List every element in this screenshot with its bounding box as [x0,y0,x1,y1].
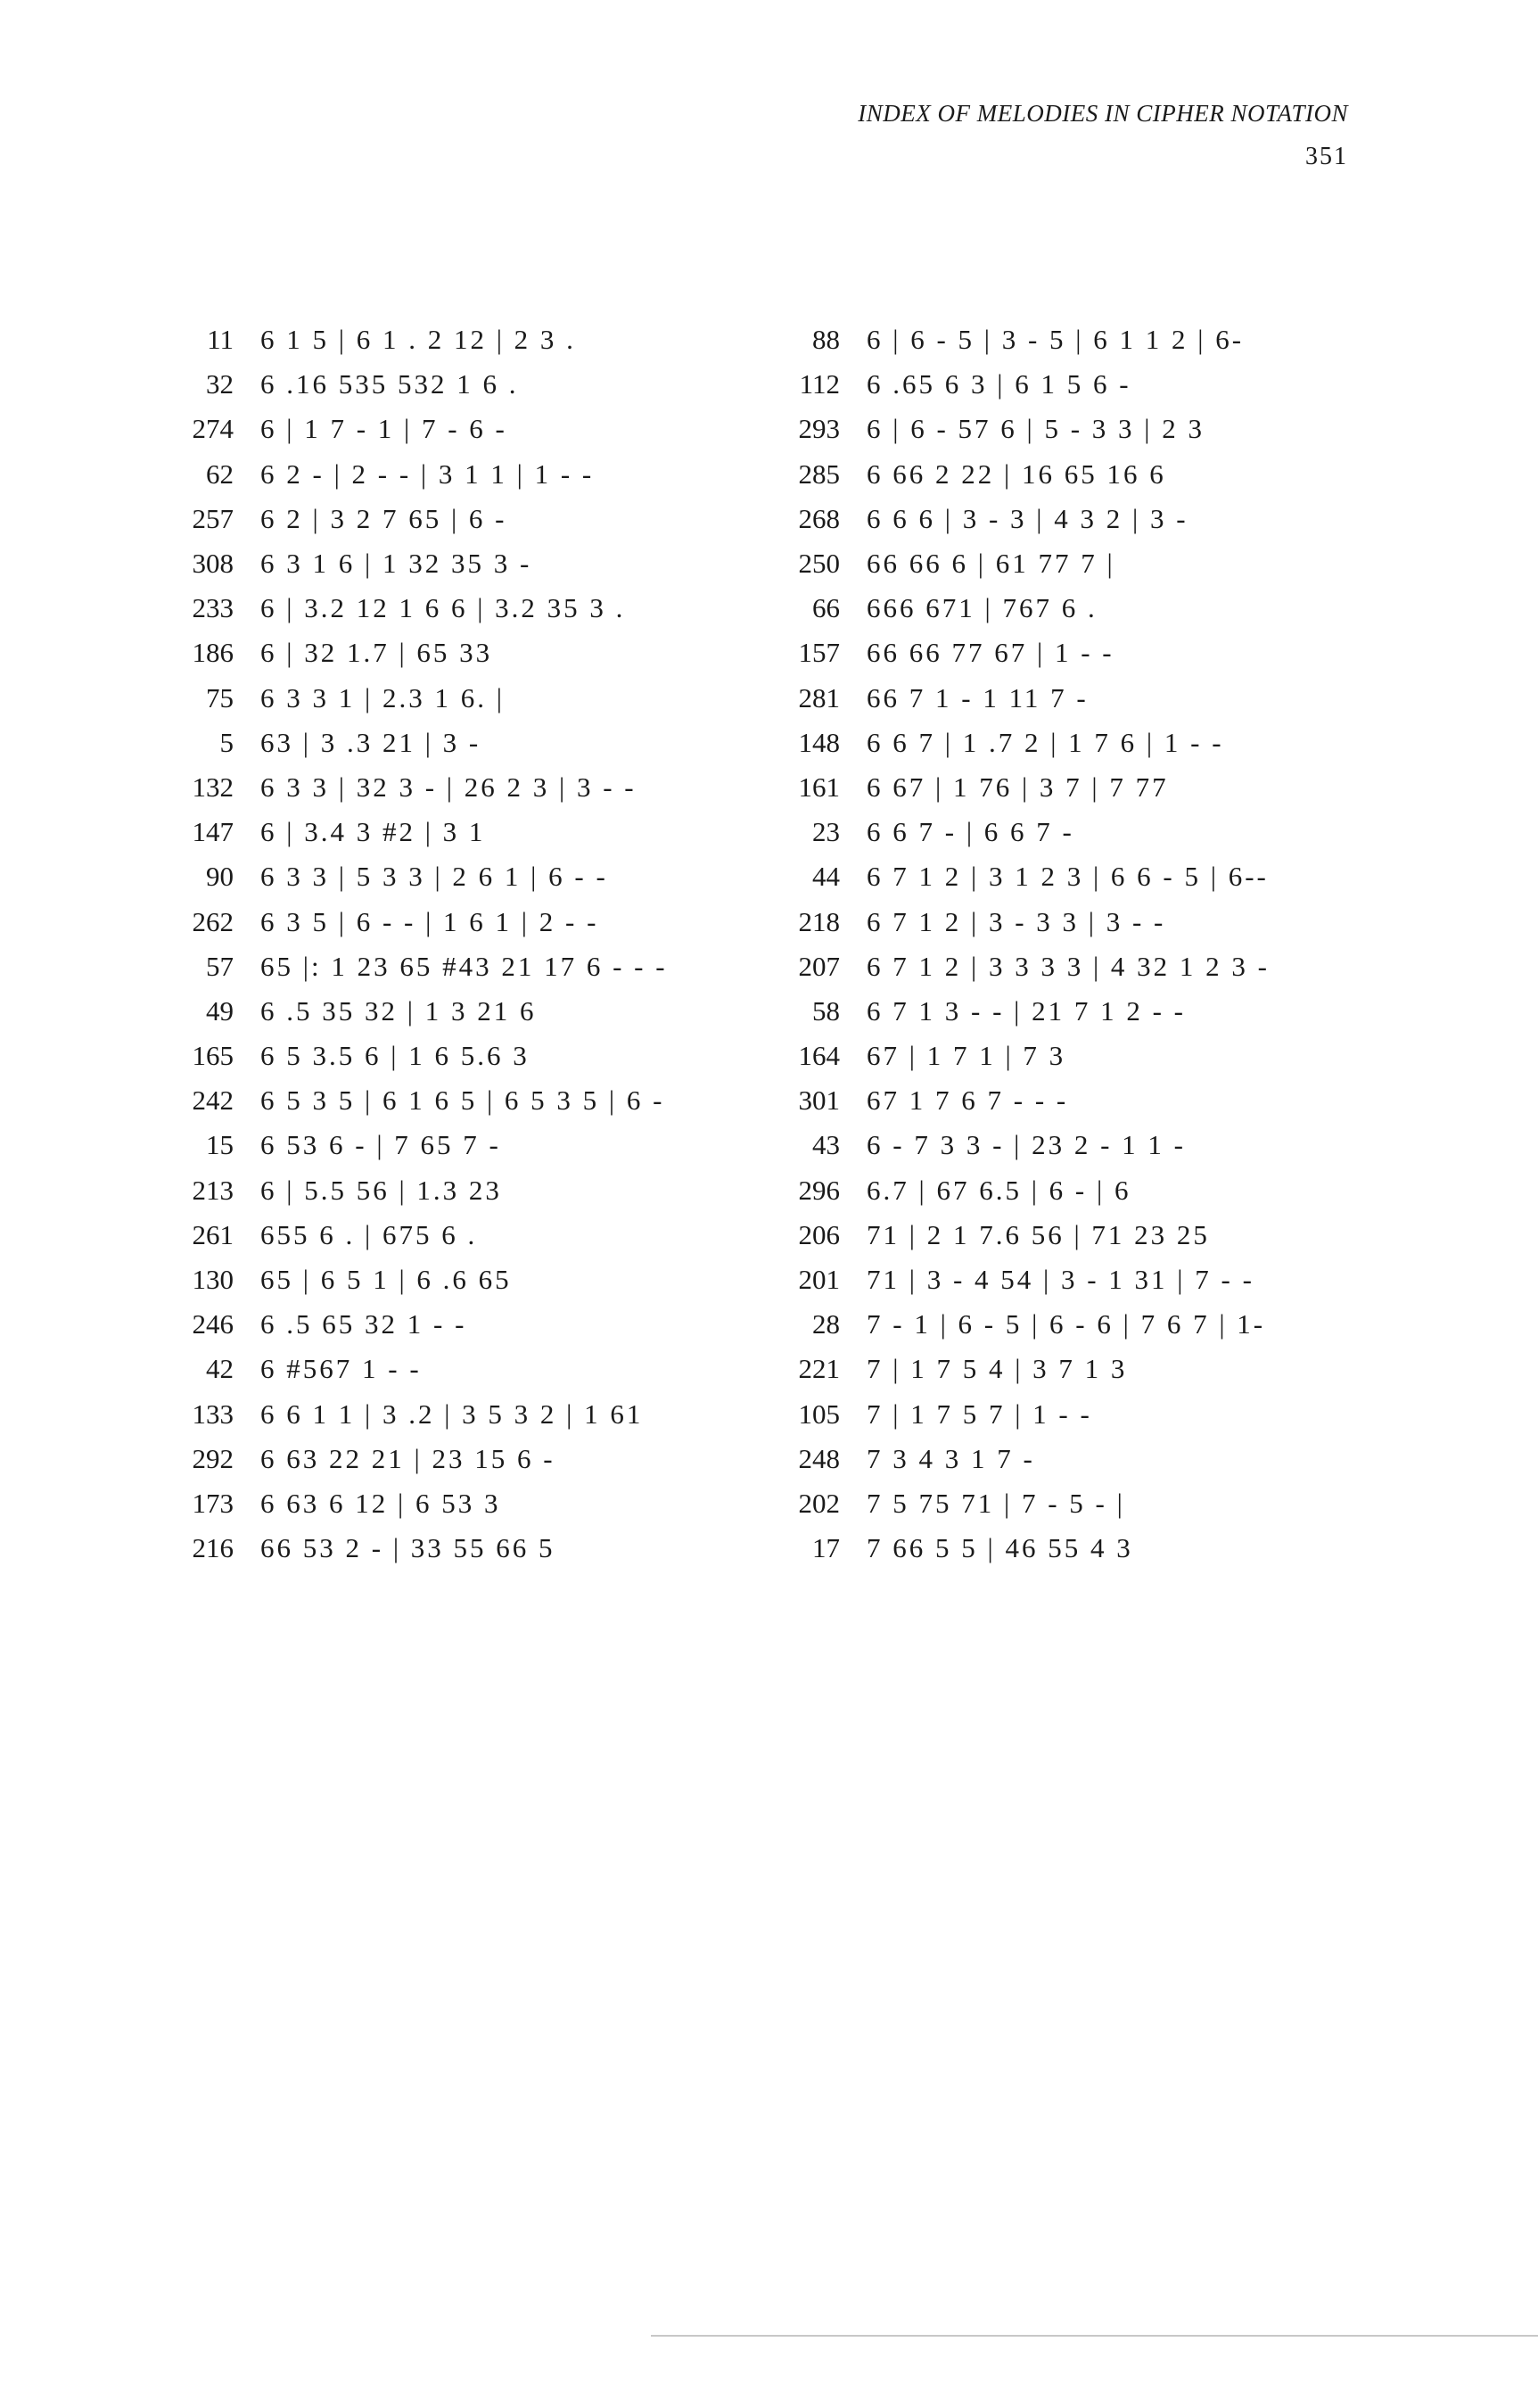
melody-entry [758,631,1270,675]
melody-number: 11 [207,324,234,356]
melody-number: 262 [192,905,234,937]
melody-notation: 6 3 3 | 32 3 - | 26 2 3 | 3 - - [260,771,637,803]
melody-entry [152,676,668,721]
melody-number: 207 [798,950,840,982]
melody-number: 15 [206,1129,234,1161]
melody-number: 218 [798,905,840,937]
melody-number: 164 [798,1040,840,1072]
melody-number: 112 [799,368,840,400]
melody-number: 292 [192,1442,234,1474]
melody-number: 161 [798,771,840,803]
melody-number: 308 [192,548,234,580]
melody-notation: 6 53 6 - | 7 65 7 - [260,1129,501,1161]
melody-notation: 66 66 6 | 61 77 7 | [867,548,1115,580]
melody-notation: 6 6 7 - | 6 6 7 - [867,816,1074,848]
melody-notation: 6 | 3.4 3 #2 | 3 1 [260,816,486,848]
melody-notation: 6 - 7 3 3 - | 23 2 - 1 1 - [867,1129,1186,1161]
melody-notation: 6 | 6 - 5 | 3 - 5 | 6 1 1 2 | 6- [867,324,1245,356]
melody-notation: 71 | 2 1 7.6 56 | 71 23 25 [867,1218,1210,1250]
melody-entry [758,586,1270,631]
melody-entry [758,676,1270,721]
melody-number: 250 [798,548,840,580]
melody-entry [758,1258,1270,1302]
melody-notation: 67 1 7 6 7 - - - [867,1084,1069,1117]
melody-number: 130 [192,1264,234,1296]
melody-entry [152,1481,668,1526]
melody-notation: 655 6 . | 675 6 . [260,1218,478,1250]
melody-notation: 6 | 1 7 - 1 | 7 - 6 - [260,413,507,445]
melody-number: 186 [192,637,234,669]
melody-entry [758,1168,1270,1213]
melody-notation: 6 6 1 1 | 3 .2 | 3 5 3 2 | 1 61 [260,1398,644,1430]
melody-entry [758,899,1270,944]
melody-entry [152,899,668,944]
page-number: 351 [1305,143,1348,170]
melody-entry [758,854,1270,899]
melody-notation: 6 67 | 1 76 | 3 7 | 7 77 [867,771,1169,803]
melody-notation: 7 5 75 71 | 7 - 5 - | [867,1487,1125,1519]
melody-entry [152,1392,668,1437]
melody-entry [152,1034,668,1078]
melody-entry [152,1526,668,1571]
melody-entry [758,1481,1270,1526]
melody-entry [152,1437,668,1481]
melody-number: 105 [798,1398,840,1430]
melody-number: 173 [192,1487,234,1519]
melody-entry [758,362,1270,407]
melody-number: 132 [192,771,234,803]
melody-number: 165 [192,1040,234,1072]
melody-notation: 6 2 - | 2 - - | 3 1 1 | 1 - - [260,458,595,490]
melody-number: 206 [798,1218,840,1250]
melody-number: 274 [192,413,234,445]
melody-number: 268 [798,502,840,534]
melody-notation: 6 5 3.5 6 | 1 6 5.6 3 [260,1040,530,1072]
melody-notation: 71 | 3 - 4 54 | 3 - 1 31 | 7 - - [867,1264,1254,1296]
melody-entry [152,1078,668,1123]
melody-notation: 63 | 3 .3 21 | 3 - [260,726,481,758]
melody-notation: 7 | 1 7 5 7 | 1 - - [867,1398,1092,1430]
melody-notation: 66 66 77 67 | 1 - - [867,637,1114,669]
melody-entry [152,631,668,675]
melody-entry [758,1437,1270,1481]
melody-number: 213 [192,1174,234,1206]
melody-entry [758,721,1270,765]
melody-number: 261 [192,1218,234,1250]
melody-notation: 6 7 1 2 | 3 3 3 3 | 4 32 1 2 3 - [867,950,1270,982]
melody-notation: 6 6 7 | 1 .7 2 | 1 7 6 | 1 - - [867,726,1224,758]
melody-entry [152,1168,668,1213]
melody-number: 285 [798,458,840,490]
melody-entry [152,854,668,899]
melody-number: 75 [206,681,234,713]
melody-number: 281 [798,681,840,713]
melody-notation: 6 .65 6 3 | 6 1 5 6 - [867,368,1131,400]
melody-notation: 66 7 1 - 1 11 7 - [867,681,1089,713]
melody-notation: 7 3 4 3 1 7 - [867,1442,1035,1474]
melody-number: 88 [812,324,840,356]
melody-entry [152,989,668,1034]
melody-entry [152,586,668,631]
melody-notation: 6 | 32 1.7 | 65 33 [260,637,493,669]
melody-notation: 6 3 1 6 | 1 32 35 3 - [260,548,532,580]
melody-entry [758,452,1270,497]
melody-notation: 7 66 5 5 | 46 55 4 3 [867,1532,1133,1564]
melody-entry [152,1347,668,1391]
melody-notation: 6 .5 65 32 1 - - [260,1308,467,1340]
melody-entry [152,1123,668,1167]
melody-notation: 6 63 22 21 | 23 15 6 - [260,1442,555,1474]
melody-number: 5 [219,726,234,758]
melody-notation: 6 63 6 12 | 6 53 3 [260,1487,501,1519]
melody-number: 301 [798,1084,840,1117]
melody-notation: 6 1 5 | 6 1 . 2 12 | 2 3 . [260,324,576,356]
melody-entry [758,944,1270,989]
melody-notation: 6 | 6 - 57 6 | 5 - 3 3 | 2 3 [867,413,1205,445]
melody-notation: 6 6 6 | 3 - 3 | 4 3 2 | 3 - [867,502,1188,534]
melody-notation: 6 | 3.2 12 1 6 6 | 3.2 35 3 . [260,592,626,624]
melody-number: 49 [206,994,234,1027]
melody-entry [758,1213,1270,1258]
melody-number: 44 [812,861,840,893]
melody-entry [758,810,1270,854]
melody-entry [152,452,668,497]
melody-entry [152,721,668,765]
melody-entry [152,810,668,854]
melody-notation: 65 | 6 5 1 | 6 .6 65 [260,1264,512,1296]
melody-notation: 6 5 3 5 | 6 1 6 5 | 6 5 3 5 | 6 - [260,1084,665,1117]
melody-number: 147 [192,816,234,848]
right-melody-column [758,317,1270,1571]
melody-entry [758,1526,1270,1571]
melody-notation: 6 3 3 | 5 3 3 | 2 6 1 | 6 - - [260,861,608,893]
melody-number: 233 [192,592,234,624]
melody-notation: 666 671 | 767 6 . [867,592,1098,624]
melody-number: 216 [192,1532,234,1564]
melody-entry [758,1123,1270,1167]
melody-number: 201 [798,1264,840,1296]
melody-entry [758,317,1270,362]
melody-notation: 6.7 | 67 6.5 | 6 - | 6 [867,1174,1131,1206]
melody-entry [152,1213,668,1258]
melody-number: 66 [812,592,840,624]
melody-notation: 6 3 3 1 | 2.3 1 6. | [260,681,505,713]
melody-notation: 6 .16 535 532 1 6 . [260,368,519,400]
melody-notation: 6 .5 35 32 | 1 3 21 6 [260,994,537,1027]
melody-number: 23 [812,816,840,848]
melody-number: 90 [206,861,234,893]
melody-notation: 6 2 | 3 2 7 65 | 6 - [260,502,507,534]
melody-notation: 67 | 1 7 1 | 7 3 [867,1040,1066,1072]
melody-notation: 6 #567 1 - - [260,1353,422,1385]
melody-entry [758,497,1270,541]
melody-notation: 7 | 1 7 5 4 | 3 7 1 3 [867,1353,1128,1385]
melody-number: 221 [798,1353,840,1385]
melody-number: 17 [812,1532,840,1564]
melody-entry [152,317,668,362]
melody-entry [758,765,1270,810]
melody-notation: 65 |: 1 23 65 #43 21 17 6 - - - [260,950,668,982]
melody-entry [152,407,668,451]
melody-entry [152,944,668,989]
melody-number: 148 [798,726,840,758]
left-melody-column [152,317,668,1571]
melody-number: 242 [192,1084,234,1117]
melody-notation: 6 7 1 3 - - | 21 7 1 2 - - [867,994,1186,1027]
melody-number: 43 [812,1129,840,1161]
melody-number: 202 [798,1487,840,1519]
melody-entry [758,541,1270,586]
melody-notation: 7 - 1 | 6 - 5 | 6 - 6 | 7 6 7 | 1- [867,1308,1266,1340]
melody-number: 58 [812,994,840,1027]
melody-notation: 6 3 5 | 6 - - | 1 6 1 | 2 - - [260,905,599,937]
melody-number: 296 [798,1174,840,1206]
melody-entry [152,1258,668,1302]
melody-entry [152,1302,668,1347]
melody-number: 246 [192,1308,234,1340]
melody-entry [758,989,1270,1034]
melody-number: 32 [206,368,234,400]
melody-number: 157 [798,637,840,669]
melody-entry [758,1078,1270,1123]
melody-entry [152,765,668,810]
melody-entry [758,1347,1270,1391]
melody-number: 293 [798,413,840,445]
melody-notation: 6 7 1 2 | 3 1 2 3 | 6 6 - 5 | 6-- [867,861,1269,893]
melody-entry [152,541,668,586]
melody-entry [758,1302,1270,1347]
melody-entry [758,1392,1270,1437]
melody-entry [758,1034,1270,1078]
melody-notation: 6 66 2 22 | 16 65 16 6 [867,458,1166,490]
melody-number: 248 [798,1442,840,1474]
melody-entry [152,362,668,407]
running-head: INDEX OF MELODIES IN CIPHER NOTATION [858,100,1348,127]
melody-notation: 66 53 2 - | 33 55 66 5 [260,1532,555,1564]
melody-entry [758,407,1270,451]
melody-number: 42 [206,1353,234,1385]
melody-number: 133 [192,1398,234,1430]
melody-entry [152,497,668,541]
melody-notation: 6 | 5.5 56 | 1.3 23 [260,1174,502,1206]
melody-notation: 6 7 1 2 | 3 - 3 3 | 3 - - [867,905,1166,937]
melody-number: 57 [206,950,234,982]
melody-number: 28 [812,1308,840,1340]
melody-number: 257 [192,502,234,534]
melody-number: 62 [206,458,234,490]
bottom-scan-rule [651,2335,1538,2337]
